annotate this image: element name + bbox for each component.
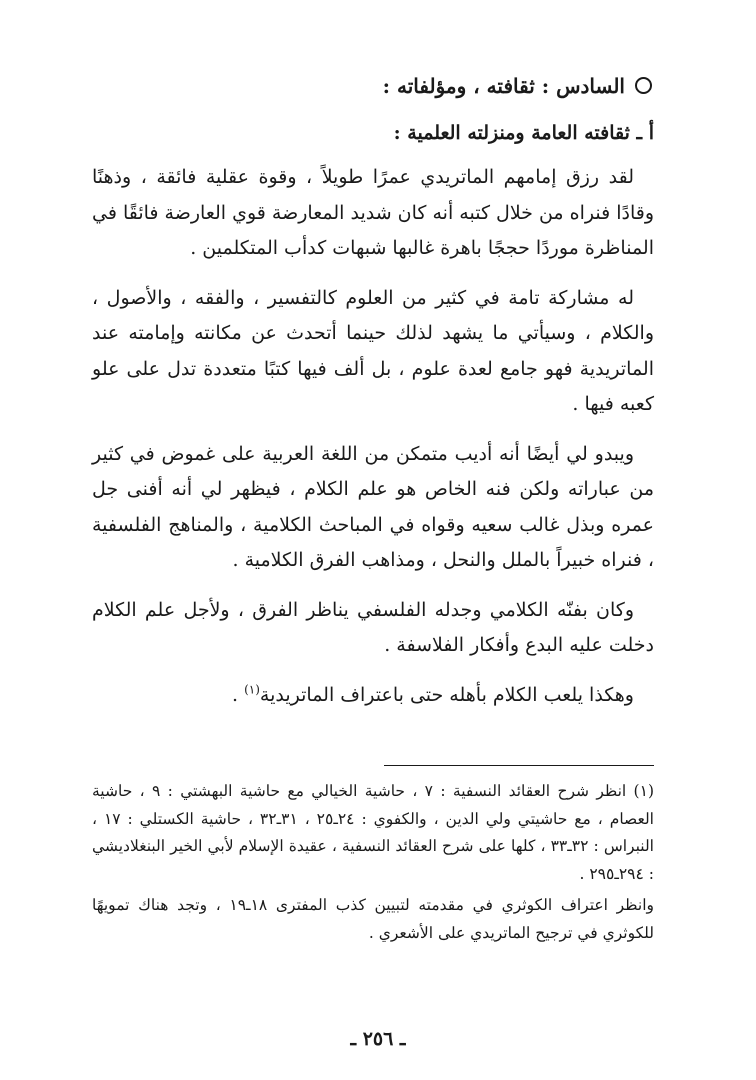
sub-heading: أ ـ ثقافته العامة ومنزلته العلمية : <box>393 122 654 144</box>
paragraph-5-text: وهكذا يلعب الكلام بأهله حتى باعتراف الماتريدية <box>259 683 634 706</box>
paragraph-5 <box>92 678 654 714</box>
body-text <box>92 160 654 713</box>
paragraph-1: لقد رزق إمامهم الماتريدي عمرًا طويلاً ، وقوة عقلية فائقة ، وذهنًا وقادًا فنراه من خلال كتبه أنه كان شديد المعارضة قوي العارضة فائقًا في المناظرة موردًا حججًا باهرة غالبها شبهات كدأب المتكلمين . <box>92 166 654 259</box>
section-heading-text: السادس : ثقافته ، ومؤلفاته : <box>382 74 625 98</box>
footnote-2: وانظر اعتراف الكوثري في مقدمته لتبيين كذب المفترى ١٨ـ١٩ ، وتجد هناك تمويهًا للكوثري في ترجيح الماتريدي على الأشعري . <box>92 896 654 942</box>
paragraph-3: ويبدو لي أيضًا أنه أديب متمكن من اللغة العربية على غموض في كثير من عباراته ولكن فنه الخاص هو علم الكلام ، فيظهر لي أنه أفنى جل عمره وبذل غالب سعيه وقواه في المباحث الكلامية ، والمناهج الفلسفية ، فنراه خبيراً بالملل والنحل ، ومذاهب الفرق الكلامية . <box>92 442 654 571</box>
paragraph-5-ending: . <box>231 683 245 706</box>
footnote-divider <box>384 765 654 766</box>
paragraph-2: له مشاركة تامة في كثير من العلوم كالتفسير ، والفقه ، والأصول ، والكلام ، وسيأتي ما يشهد لذلك حينما أتحدث عن مكانته وإمامته عند الماتريدية فهو جامع لعدة علوم ، بل ألف فيها كتبًا متعددة تدل على علو كعبه فيها . <box>92 286 654 415</box>
footnotes <box>92 778 654 951</box>
footnote-1: (١) انظر شرح العقائد النسفية : ٧ ، حاشية الخيالي مع حاشية البهشتي : ٩ ، حاشية العصام ، مع حاشيتي ولي الدين ، والكفوي : ٢٤ـ٢٥ ، ٣١ـ٣٢ ، حاشية الكستلي : ١٧ ، النبراس : ٣٢ـ٣٣ ، كلها على شرح العقائد النسفية ، عقيدة الإسلام لأبي الخير البنغلاديشي : ٢٩٤ـ٢٩٥ . <box>92 782 654 883</box>
paragraph-4: وكان بفنّه الكلامي وجدله الفلسفي يناظر الفرق ، ولأجل علم الكلام دخلت عليه البدع وأفكار الفلاسفة . <box>92 598 654 656</box>
footnote-reference: (١) <box>244 682 260 697</box>
page-number: ـ ٢٥٦ ـ <box>350 1028 406 1050</box>
section-heading <box>92 74 652 98</box>
circle-icon <box>635 77 652 94</box>
